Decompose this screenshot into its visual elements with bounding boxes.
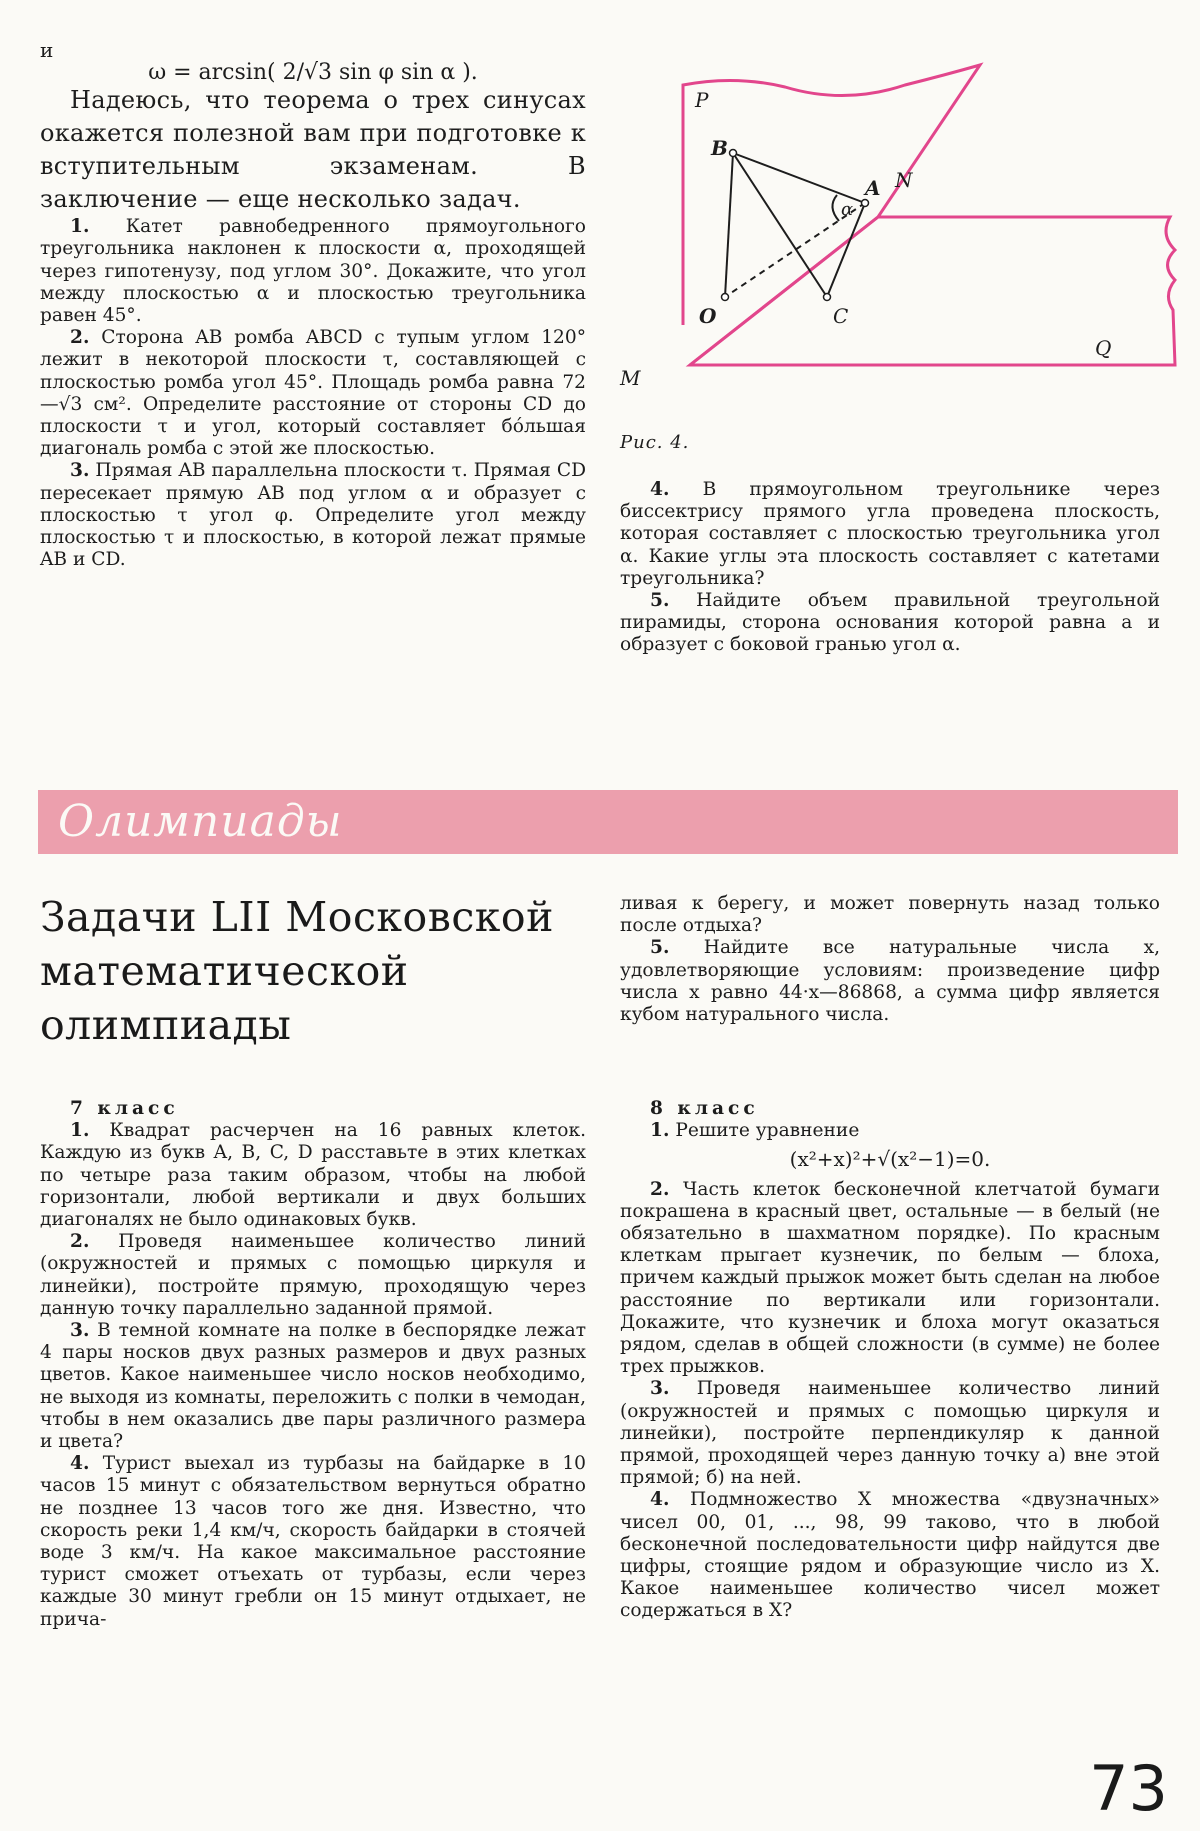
grade8-problem-2: 2. Часть клеток бесконечной клетчатой бумаги покрашена в красный цвет, остальные — в белый (не обязательно в шахматном порядке). По красным клеткам прыгает кузнечик, по белым — блоха, причем каждый прыжок может быть сделан на любое расстояние по вертикали или горизонтали. Докажите, что кузнечик и блоха могут оказаться рядом, сделав в общей сложности (в сумме) не более трех прыжков.: [620, 1178, 1160, 1378]
continued-column: [620, 893, 1160, 1026]
grade7-problem-1: 1. Квадрат расчерчен на 16 равных клеток. Каждую из букв A, B, C, D расставьте в этих клетках по четыре раза таким образом, чтобы на любой горизонтали, любой вертикали и двух больших диагоналях не было одинаковых букв.: [40, 1120, 586, 1231]
grade7-problem-5: 5. Найдите все натуральные числа x, удовлетворяющие условиям: произведение цифр числа x равно 44·x—86868, а сумма цифр является кубом натурального числа.: [620, 937, 1160, 1026]
segment-bo: [725, 153, 733, 297]
top-problem-2: 2. Сторона AB ромба ABCD с тупым углом 120° лежит в некоторой плоскости τ, составляющей с плоскостью ромба угол 45°. Площадь ромба равна 72—√3 см². Определите расстояние от стороны CD до плоскости τ и угол, который составляет бо́льшая диагональ ромба с этой же плоскостью.: [40, 327, 586, 460]
page-number: 73: [1089, 1752, 1168, 1825]
label-q: Q: [1095, 336, 1112, 360]
segment-ba: [733, 153, 865, 203]
top-problem-3: 3. Прямая AB параллельна плоскости τ. Прямая CD пересекает прямую AB под углом α и образует с плоскостью τ угол φ. Определите угол между плоскостью τ и плоскостью, в которой лежат прямые AB и CD.: [40, 460, 586, 571]
top-problem-1: 1. Катет равнобедренного прямоугольного треугольника наклонен к плоскости α, проходящей через гипотенузу, под углом 30°. Докажите, что угол между плоскостью α и плоскостью треугольника равен 45°.: [40, 216, 586, 327]
top-left-column: [40, 62, 586, 571]
grade8-equation: (x²+x)²+√(x²−1)=0.: [789, 1147, 991, 1172]
label-n: N: [895, 168, 913, 192]
olympiad-heading: Олимпиады: [58, 796, 343, 847]
intro-paragraph: Надеюсь, что теорема о трех синусах окажется полезной вам при подготовке к вступительным экзаменам. В заключение — еще несколько задач.: [40, 86, 586, 214]
grade8-label: 8 класс: [650, 1098, 759, 1119]
label-b: B: [711, 136, 728, 160]
grade8-problem-3: 3. Проведя наименьшее количество линий (окружностей и прямых с помощью циркуля и линейки), постройте перпендикуляр к данной прямой, проходящей через данную точку а) вне этой прямой; б) на ней.: [620, 1378, 1160, 1489]
grade8-problem-4: 4. Подмножество X множества «двузначных» чисел 00, 01, ..., 98, 99 таково, что в любой бесконечной последовательности цифр найдутся две цифры, стоящие рядом и образующие число из X. Какое наименьшее количество чисел может содержаться в X?: [620, 1489, 1160, 1622]
grade7-problem-2: 2. Проведя наименьшее количество линий (окружностей и прямых с помощью циркуля и линейки), постройте прямую, проходящую через данную точку параллельно заданной прямой.: [40, 1231, 586, 1319]
point-b: [730, 150, 737, 157]
label-m: M: [620, 366, 641, 390]
label-c: C: [833, 304, 849, 328]
grade7-problem-4: 4. Турист выехал из турбазы на байдарке в 10 часов 15 минут с обязательством вернуться обратно не позднее 13 часов того же дня. Известно, что скорость реки 1,4 км/ч, скорость байдарки в стоячей воде 3 км/ч. На какое максимальное расстояние турист сможет отъехать от турбазы, если через каждые 30 минут гребли он 15 минут отдыхает, не прича-: [40, 1453, 586, 1630]
omega-formula: ω = arcsin( 2/√3 sin φ sin α ).: [148, 60, 478, 85]
grade7-problem-3: 3. В темной комнате на полке в беспорядке лежат 4 пары носков двух разных размеров и двух разных цветов. Какое наименьшее число носков необходимо, не выходя из комнаты, переложить с полки в чемодан, чтобы в нем оказались две пары различного размера и цвета?: [40, 1320, 586, 1453]
top-problem-5: 5. Найдите объем правильной треугольной пирамиды, сторона основания которой равна a и образует с боковой гранью угол α.: [620, 590, 1160, 656]
angle-alpha-arc: [832, 195, 839, 221]
label-o: O: [699, 304, 717, 328]
and-word: и: [40, 38, 54, 62]
olympiad-heading-band: [38, 790, 1178, 854]
grade8-column: [620, 1098, 1160, 1623]
label-a: A: [865, 176, 881, 200]
point-c: [824, 294, 831, 301]
article-title: Задачи LII Московской математической олимпиады: [40, 893, 554, 1049]
grade8-problem-1: 1. Решите уравнение: [650, 1120, 860, 1142]
grade7-label: 7 класс: [70, 1098, 179, 1119]
label-alpha: α: [841, 199, 854, 220]
top-problem-4: 4. В прямоугольном треугольнике через биссектрису прямого угла проведена плоскость, которая составляет с плоскостью треугольника угол α. Какие углы эта плоскость составляет с катетами треугольника?: [620, 479, 1160, 589]
segment-bc: [733, 153, 827, 297]
grade7-problem-4-continued: ливая к берегу, и может повернуть назад только после отдыха?: [620, 893, 1160, 937]
point-a: [862, 200, 869, 207]
point-o: [722, 294, 729, 301]
grade7-column: [40, 1098, 586, 1631]
label-p: P: [695, 88, 709, 112]
top-right-column: [620, 479, 1160, 657]
figure-4: [615, 45, 1185, 405]
figure-caption: Рис. 4.: [620, 432, 690, 453]
